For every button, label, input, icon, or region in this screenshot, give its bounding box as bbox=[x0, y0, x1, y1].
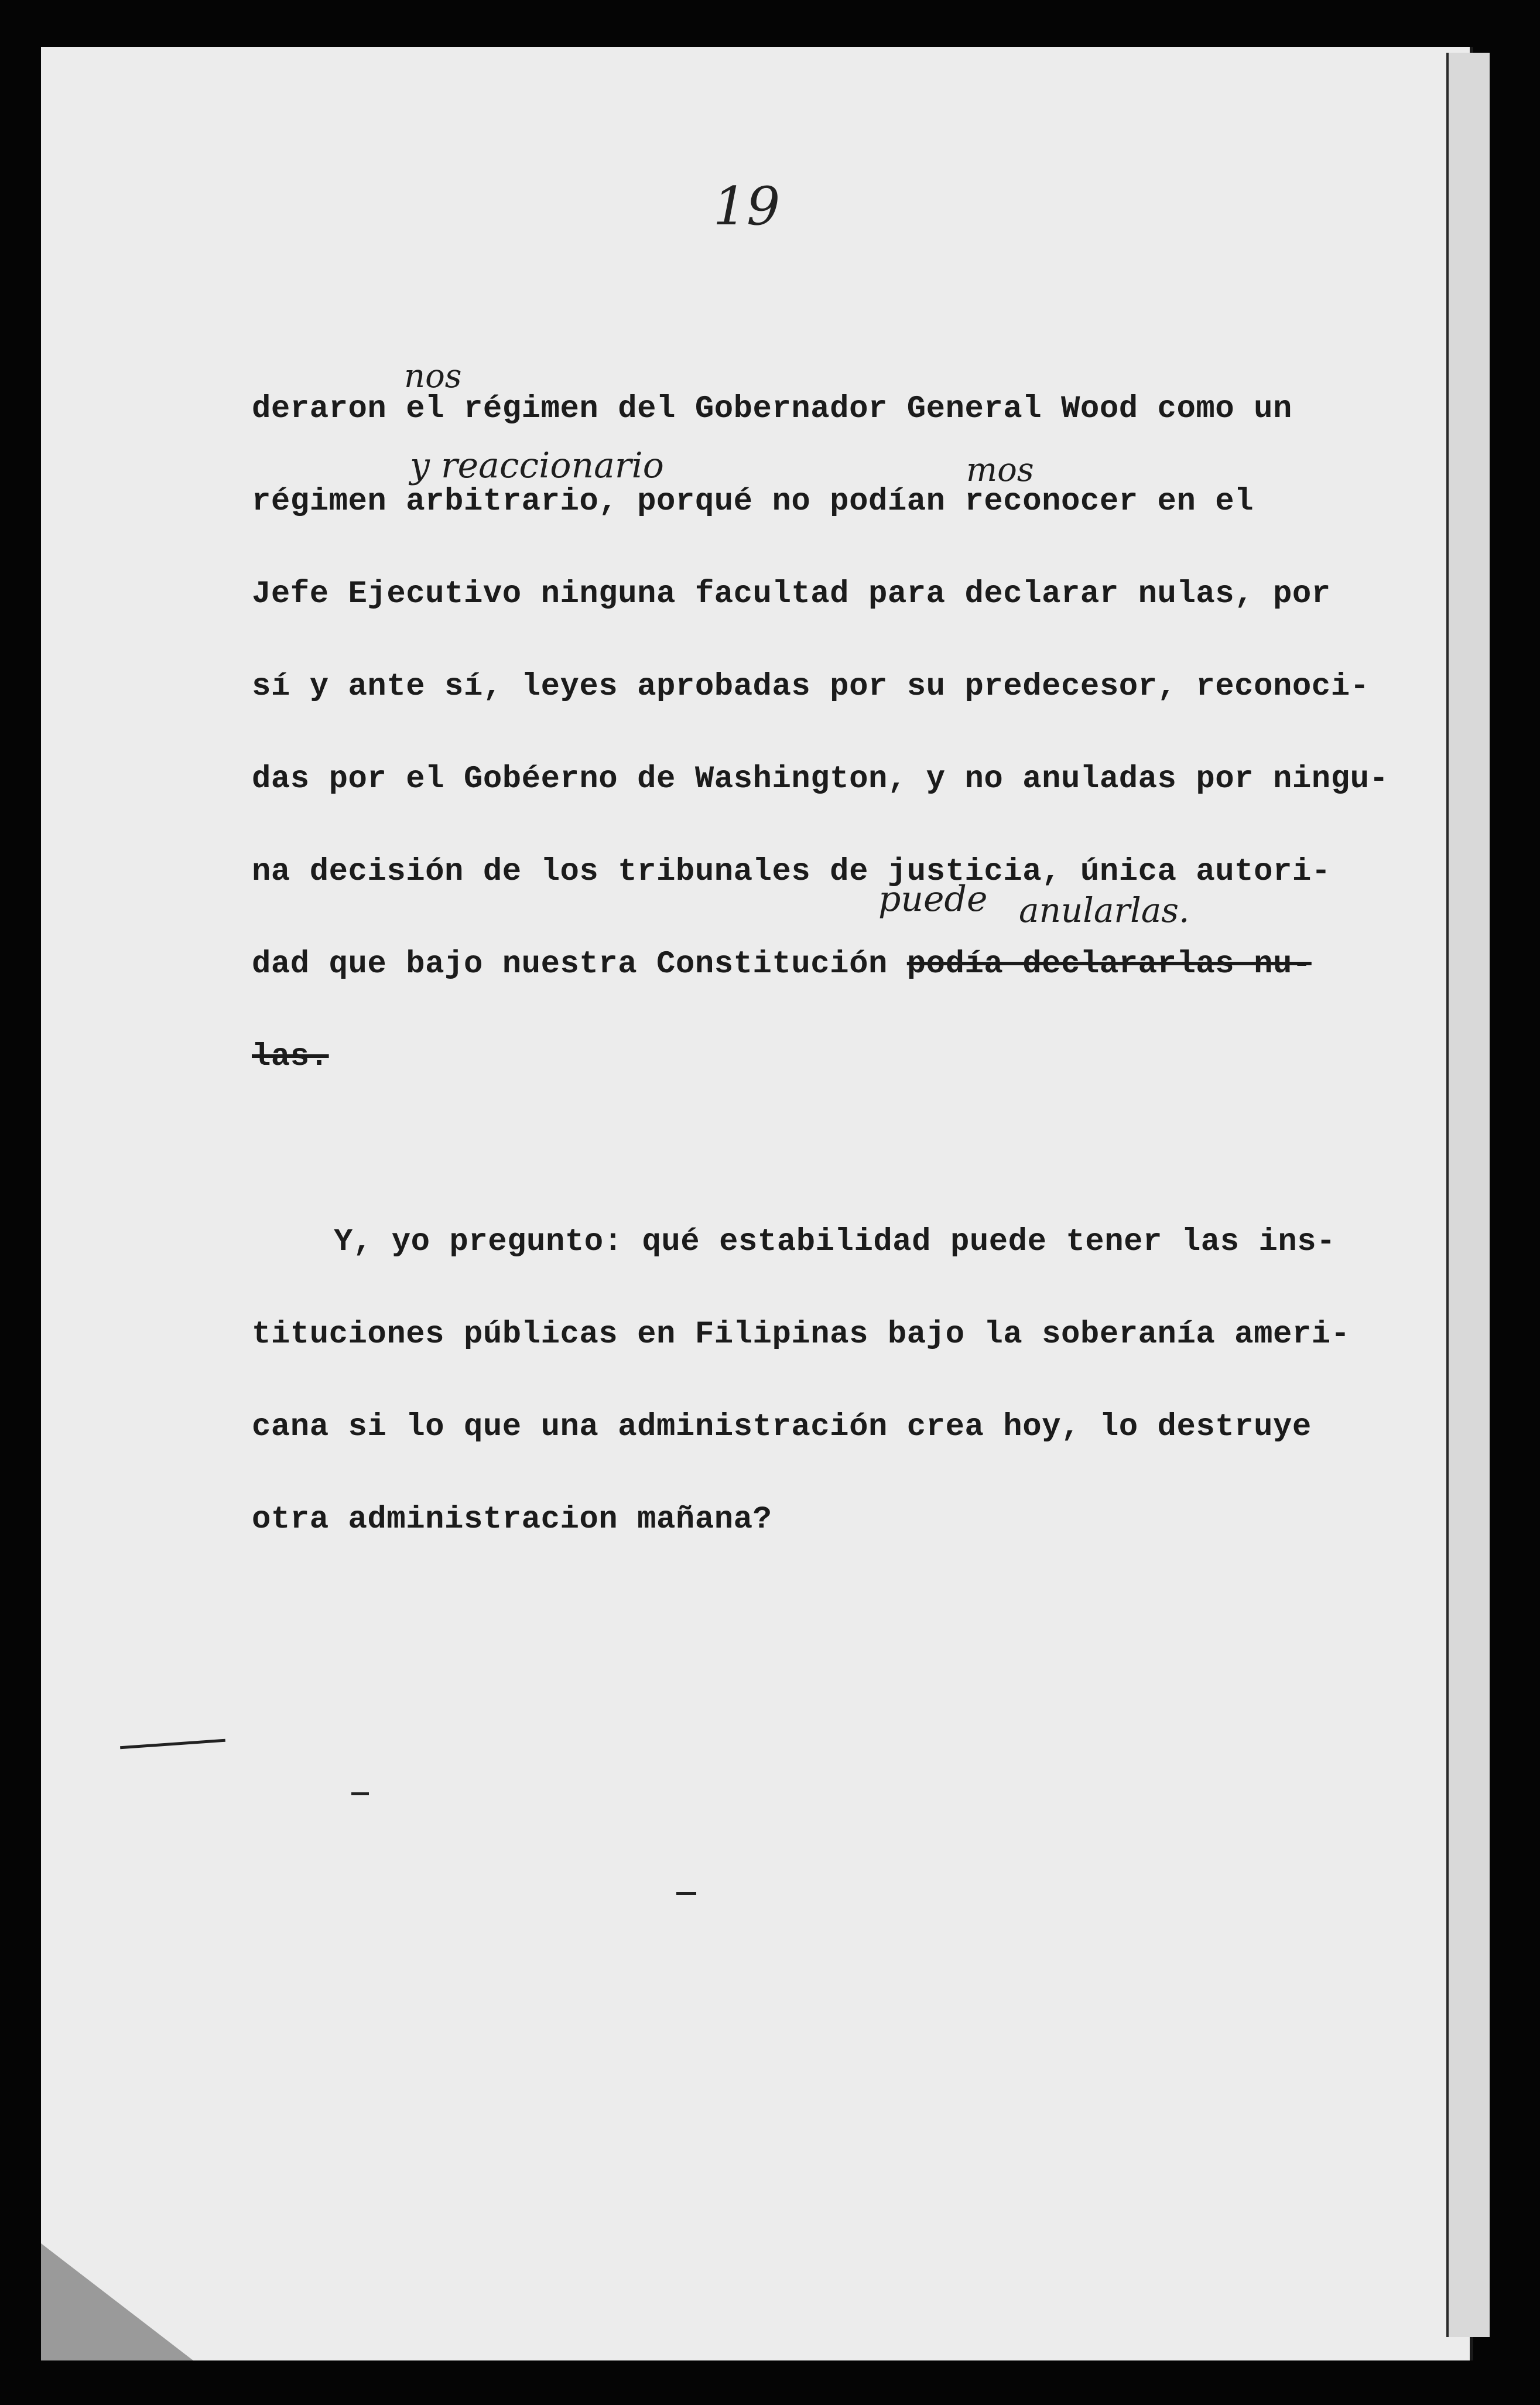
handwritten-note: y reaccionario bbox=[410, 445, 664, 486]
handwritten-note: nos bbox=[404, 357, 462, 395]
pen-mark bbox=[676, 1892, 696, 1895]
back-page-edge bbox=[1446, 53, 1490, 2337]
text-line: régimen arbitrario, porqué no podían reconocer en el bbox=[252, 484, 1254, 520]
text-line: das por el Gobéerno de Washington, y no anuladas por ningu- bbox=[252, 761, 1389, 797]
text-line: cana si lo que una administración crea hoy, lo destruye bbox=[252, 1409, 1312, 1445]
handwritten-note: mos bbox=[966, 451, 1034, 489]
handwritten-note: anularlas. bbox=[1019, 890, 1190, 930]
struck-line: las. bbox=[252, 1039, 329, 1075]
text-line: tituciones públicas en Filipinas bajo la soberanía ameri- bbox=[252, 1317, 1350, 1352]
struck-text: podía declararlas nu- bbox=[906, 947, 1312, 982]
text-line: Y, yo pregunto: qué estabilidad puede tener las ins- bbox=[334, 1224, 1336, 1260]
handwritten-note: puede bbox=[878, 879, 988, 920]
text-line-with-strike bbox=[252, 918, 1364, 1011]
text-line: dad que bajo nuestra Constitución bbox=[252, 947, 888, 982]
text-line: sí y ante sí, leyes aprobadas por su predecesor, reconoci- bbox=[252, 669, 1370, 705]
blank-line bbox=[252, 1104, 1364, 1196]
pen-mark bbox=[351, 1792, 369, 1795]
folded-corner bbox=[41, 2243, 193, 2360]
typed-body bbox=[252, 363, 1389, 1566]
text-line: na decisión de los tribunales de justicia, única autori- bbox=[252, 854, 1331, 890]
text-line: otra administracion mañana? bbox=[252, 1502, 772, 1538]
text-line: deraron el régimen del Gobernador General Wood como un bbox=[252, 391, 1292, 427]
page-number: 19 bbox=[713, 176, 781, 237]
text-line: Jefe Ejecutivo ninguna facultad para declarar nulas, por bbox=[252, 576, 1331, 612]
